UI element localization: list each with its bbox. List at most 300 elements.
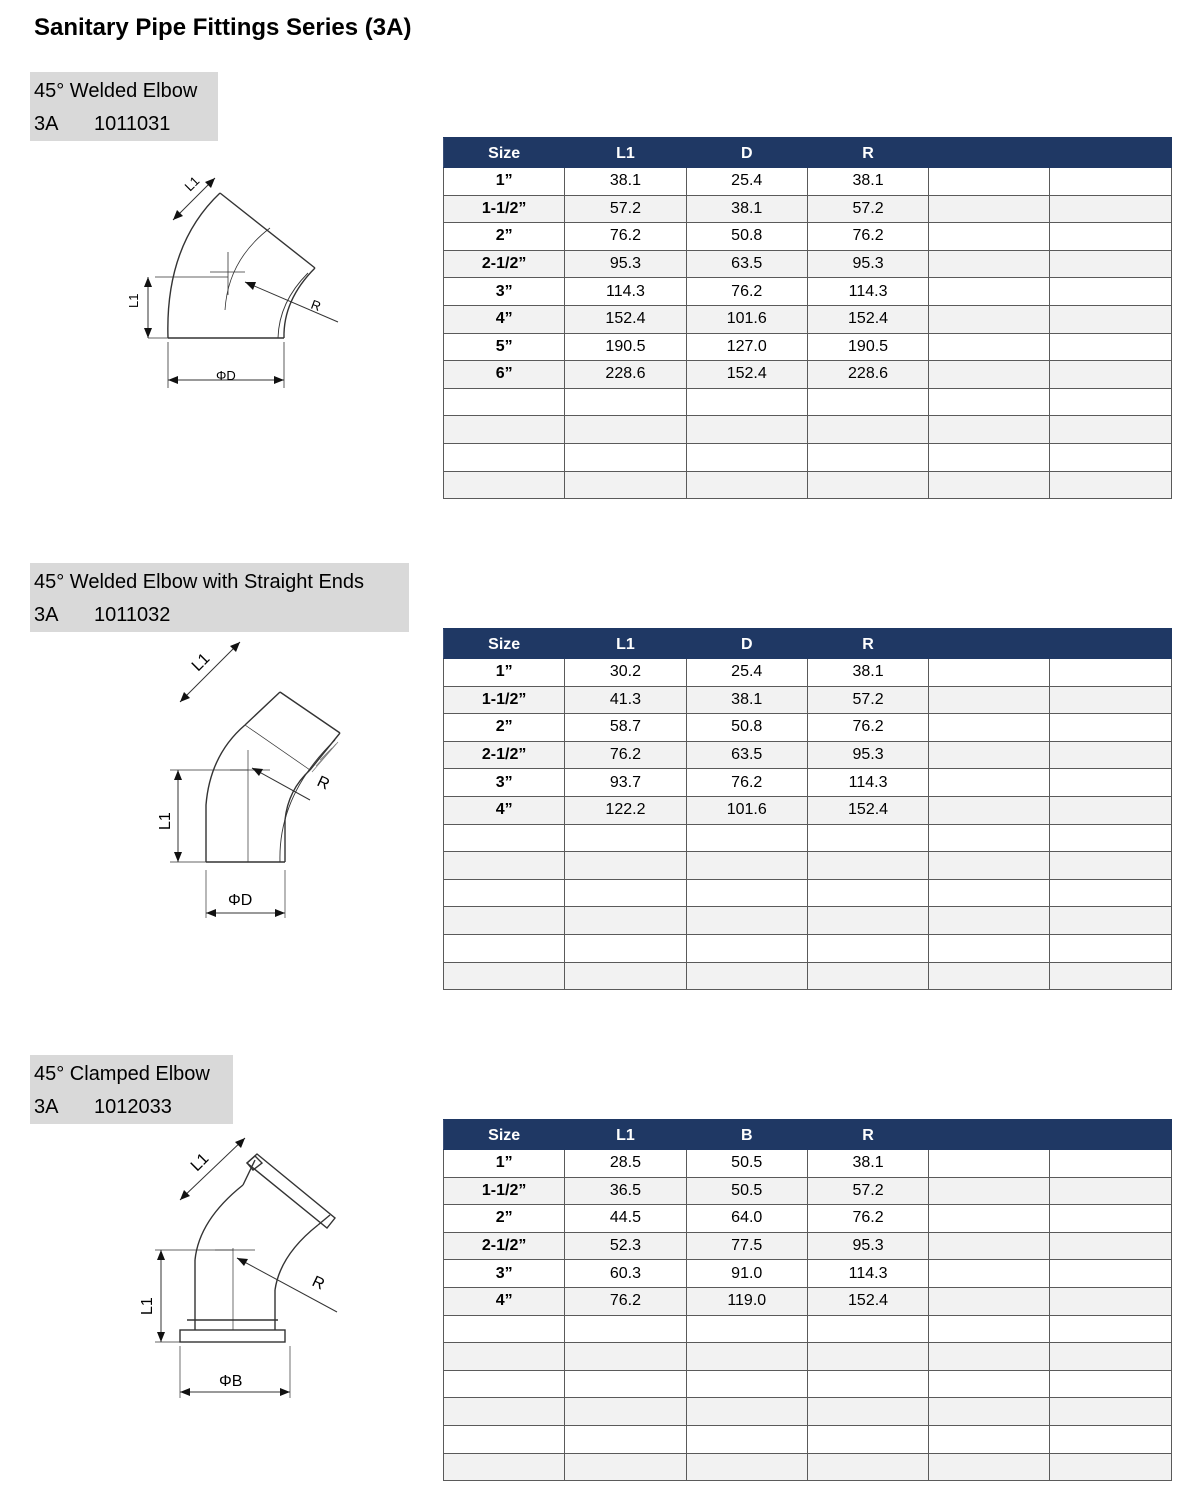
size-cell: 3” (444, 769, 565, 797)
size-cell (444, 416, 565, 444)
size-cell: 1” (444, 168, 565, 196)
table-cell (565, 1398, 686, 1426)
table-cell: 63.5 (686, 250, 807, 278)
section-label-clamped-elbow (30, 1055, 233, 1124)
table-cell (929, 388, 1050, 416)
table-cell (807, 934, 928, 962)
table-cell (686, 388, 807, 416)
table-cell: 52.3 (565, 1232, 686, 1260)
table-row (444, 1260, 1172, 1288)
table-cell (565, 388, 686, 416)
table-cell (565, 1315, 686, 1343)
table-cell (1050, 388, 1171, 416)
table-row (444, 1150, 1172, 1178)
table-cell: 25.4 (686, 168, 807, 196)
size-cell: 4” (444, 1287, 565, 1315)
table-cell (929, 879, 1050, 907)
table-cell (929, 333, 1050, 361)
table-cell: 93.7 (565, 769, 686, 797)
table-row (444, 934, 1172, 962)
table-cell: 114.3 (565, 278, 686, 306)
table-cell: 114.3 (807, 1260, 928, 1288)
table-row (444, 1370, 1172, 1398)
table-cell (807, 416, 928, 444)
table-cell (807, 1315, 928, 1343)
column-header: L1 (565, 629, 686, 659)
product-code-line (34, 108, 210, 141)
table-cell: 38.1 (807, 168, 928, 196)
column-header: R (807, 1120, 928, 1150)
table-cell (807, 388, 928, 416)
table-cell: 57.2 (807, 195, 928, 223)
table-cell (686, 962, 807, 990)
table-cell: 60.3 (565, 1260, 686, 1288)
table-cell (929, 1315, 1050, 1343)
table-cell (565, 1453, 686, 1481)
table-header-row (444, 629, 1172, 659)
column-header: R (807, 138, 928, 168)
table-cell (1050, 714, 1171, 742)
table-cell (1050, 1177, 1171, 1205)
table-cell: 50.8 (686, 714, 807, 742)
table-cell: 58.7 (565, 714, 686, 742)
size-cell (444, 934, 565, 962)
size-cell (444, 1343, 565, 1371)
l1-top-label: L1 (187, 1150, 213, 1175)
table-row (444, 1232, 1172, 1260)
column-header (929, 138, 1050, 168)
table-cell (1050, 796, 1171, 824)
size-cell (444, 1398, 565, 1426)
table-header-row (444, 1120, 1172, 1150)
size-cell (444, 471, 565, 499)
table-cell: 95.3 (807, 250, 928, 278)
spec-table-clamped-elbow (443, 1119, 1172, 1481)
column-header (929, 1120, 1050, 1150)
table-cell: 152.4 (686, 361, 807, 389)
diameter-label: ΦB (219, 1373, 243, 1390)
table-cell: 152.4 (807, 796, 928, 824)
table-row (444, 388, 1172, 416)
size-cell: 2” (444, 1205, 565, 1233)
table-cell (686, 1370, 807, 1398)
table-row (444, 1453, 1172, 1481)
table-row (444, 852, 1172, 880)
table-row (444, 1315, 1172, 1343)
table-cell: 76.2 (565, 223, 686, 251)
table-cell (929, 1232, 1050, 1260)
table-cell: 152.4 (807, 305, 928, 333)
welded-elbow-straight-ends-drawing (140, 630, 370, 920)
diameter-label: ΦD (216, 368, 236, 383)
table-cell (807, 1370, 928, 1398)
table-cell (1050, 223, 1171, 251)
table-row (444, 195, 1172, 223)
size-cell (444, 443, 565, 471)
table-cell: 25.4 (686, 659, 807, 687)
table-cell: 50.8 (686, 223, 807, 251)
table-cell (929, 1177, 1050, 1205)
size-cell: 1-1/2” (444, 686, 565, 714)
table-cell (929, 852, 1050, 880)
table-cell: 28.5 (565, 1150, 686, 1178)
l1-side-label: L1 (157, 812, 174, 830)
table-cell: 57.2 (807, 686, 928, 714)
l1-top-label: L1 (181, 173, 203, 195)
table-cell (1050, 1425, 1171, 1453)
size-cell: 1-1/2” (444, 195, 565, 223)
table-cell (1050, 907, 1171, 935)
table-cell: 76.2 (565, 741, 686, 769)
table-cell: 228.6 (807, 361, 928, 389)
size-cell (444, 962, 565, 990)
column-header: Size (444, 629, 565, 659)
table-row (444, 907, 1172, 935)
table-cell (929, 305, 1050, 333)
table-cell (686, 1398, 807, 1426)
column-header (929, 629, 1050, 659)
table-cell (929, 361, 1050, 389)
table-cell (807, 443, 928, 471)
table-cell: 152.4 (807, 1287, 928, 1315)
table-cell (686, 852, 807, 880)
table-cell (1050, 305, 1171, 333)
table-cell (929, 416, 1050, 444)
table-cell: 50.5 (686, 1150, 807, 1178)
l1-side-label: L1 (139, 1297, 156, 1315)
table-row (444, 824, 1172, 852)
product-name: 45° Welded Elbow with Straight Ends (34, 571, 365, 593)
table-cell (565, 824, 686, 852)
table-cell: 114.3 (807, 278, 928, 306)
table-cell: 38.1 (807, 1150, 928, 1178)
size-cell (444, 879, 565, 907)
size-cell (444, 388, 565, 416)
table-cell: 38.1 (565, 168, 686, 196)
table-cell (686, 934, 807, 962)
table-cell: 44.5 (565, 1205, 686, 1233)
table-row (444, 1398, 1172, 1426)
table-cell (1050, 741, 1171, 769)
table-cell: 228.6 (565, 361, 686, 389)
table-cell (1050, 1205, 1171, 1233)
table-cell: 30.2 (565, 659, 686, 687)
table-cell (686, 443, 807, 471)
table-cell (807, 962, 928, 990)
table-cell (929, 1205, 1050, 1233)
table-cell (686, 879, 807, 907)
table-cell: 57.2 (807, 1177, 928, 1205)
size-cell: 4” (444, 305, 565, 333)
size-cell: 1” (444, 1150, 565, 1178)
table-row (444, 796, 1172, 824)
table-row (444, 962, 1172, 990)
table-cell (565, 471, 686, 499)
table-cell (929, 195, 1050, 223)
table-cell (1050, 1150, 1171, 1178)
column-header: R (807, 629, 928, 659)
table-cell (1050, 416, 1171, 444)
table-cell (929, 1398, 1050, 1426)
section-label-welded-elbow-straight-ends (30, 563, 409, 632)
table-cell (929, 168, 1050, 196)
table-cell: 77.5 (686, 1232, 807, 1260)
table-cell (1050, 1315, 1171, 1343)
table-cell: 101.6 (686, 796, 807, 824)
product-code: 1011031 (94, 113, 171, 135)
size-cell (444, 824, 565, 852)
diameter-label: ΦD (228, 892, 253, 909)
table-cell (929, 1453, 1050, 1481)
table-cell (807, 471, 928, 499)
table-cell (929, 934, 1050, 962)
table-cell (929, 962, 1050, 990)
table-cell (929, 1425, 1050, 1453)
table-cell (929, 1287, 1050, 1315)
column-header: Size (444, 1120, 565, 1150)
table-cell (929, 1370, 1050, 1398)
table-cell (686, 471, 807, 499)
size-cell: 4” (444, 796, 565, 824)
spec-table-welded-elbow (443, 137, 1172, 499)
welded-elbow-drawing (110, 160, 370, 400)
size-cell: 5” (444, 333, 565, 361)
table-cell (929, 741, 1050, 769)
size-cell: 3” (444, 278, 565, 306)
size-cell: 3” (444, 1260, 565, 1288)
size-cell: 6” (444, 361, 565, 389)
column-header: D (686, 138, 807, 168)
table-cell (807, 824, 928, 852)
table-row (444, 1343, 1172, 1371)
table-cell (1050, 1343, 1171, 1371)
product-standard: 3A (34, 604, 59, 626)
table-cell (565, 416, 686, 444)
table-cell (929, 471, 1050, 499)
table-cell (807, 1343, 928, 1371)
table-cell (807, 1398, 928, 1426)
table-row (444, 714, 1172, 742)
table-cell (686, 1315, 807, 1343)
table-cell (1050, 686, 1171, 714)
product-name: 45° Welded Elbow (34, 80, 198, 102)
table-cell (807, 1425, 928, 1453)
table-cell (1050, 824, 1171, 852)
product-code: 1011032 (94, 604, 171, 626)
table-cell (1050, 769, 1171, 797)
table-cell (929, 250, 1050, 278)
size-cell: 1-1/2” (444, 1177, 565, 1205)
size-cell (444, 1425, 565, 1453)
table-cell (686, 416, 807, 444)
table-cell (565, 907, 686, 935)
table-cell: 63.5 (686, 741, 807, 769)
table-cell (565, 879, 686, 907)
table-cell: 119.0 (686, 1287, 807, 1315)
table-cell: 76.2 (565, 1287, 686, 1315)
table-cell (807, 907, 928, 935)
table-row (444, 278, 1172, 306)
table-row (444, 1205, 1172, 1233)
l1-top-label: L1 (188, 650, 214, 675)
size-cell (444, 1315, 565, 1343)
table-cell (686, 907, 807, 935)
table-cell: 36.5 (565, 1177, 686, 1205)
table-row (444, 659, 1172, 687)
table-cell (565, 962, 686, 990)
product-standard: 3A (34, 1096, 59, 1118)
table-cell (565, 1370, 686, 1398)
table-cell (1050, 195, 1171, 223)
radius-label: R (314, 773, 332, 794)
table-row (444, 361, 1172, 389)
table-cell (1050, 1287, 1171, 1315)
table-cell (929, 223, 1050, 251)
table-cell (929, 907, 1050, 935)
table-cell (1050, 443, 1171, 471)
table-cell: 95.3 (807, 1232, 928, 1260)
table-row (444, 333, 1172, 361)
table-cell (929, 824, 1050, 852)
table-cell: 50.5 (686, 1177, 807, 1205)
table-cell (565, 852, 686, 880)
table-cell: 76.2 (686, 278, 807, 306)
table-cell: 190.5 (807, 333, 928, 361)
table-cell (686, 1343, 807, 1371)
table-cell (1050, 168, 1171, 196)
table-cell: 91.0 (686, 1260, 807, 1288)
column-header (1050, 1120, 1171, 1150)
table-cell (807, 879, 928, 907)
table-cell (807, 1453, 928, 1481)
size-cell: 2-1/2” (444, 741, 565, 769)
table-cell: 190.5 (565, 333, 686, 361)
table-cell (1050, 962, 1171, 990)
table-cell (929, 769, 1050, 797)
table-row (444, 223, 1172, 251)
table-cell: 38.1 (686, 195, 807, 223)
table-cell (686, 824, 807, 852)
table-cell (686, 1453, 807, 1481)
table-row (444, 1177, 1172, 1205)
table-cell (807, 852, 928, 880)
column-header (1050, 629, 1171, 659)
table-cell: 38.1 (686, 686, 807, 714)
l1-side-label: L1 (126, 293, 141, 308)
table-cell: 127.0 (686, 333, 807, 361)
table-cell (1050, 1370, 1171, 1398)
table-row (444, 471, 1172, 499)
table-row (444, 1425, 1172, 1453)
table-cell: 76.2 (807, 714, 928, 742)
radius-label: R (309, 1273, 327, 1294)
table-cell: 76.2 (686, 769, 807, 797)
table-cell: 152.4 (565, 305, 686, 333)
table-cell (929, 686, 1050, 714)
column-header: Size (444, 138, 565, 168)
table-header-row (444, 138, 1172, 168)
table-cell (1050, 1398, 1171, 1426)
table-cell (929, 1260, 1050, 1288)
radius-label: R (308, 296, 323, 315)
table-row (444, 250, 1172, 278)
table-row (444, 443, 1172, 471)
table-cell (1050, 471, 1171, 499)
size-cell: 2” (444, 223, 565, 251)
table-cell (1050, 879, 1171, 907)
table-cell: 114.3 (807, 769, 928, 797)
table-row (444, 879, 1172, 907)
table-cell: 38.1 (807, 659, 928, 687)
table-cell: 57.2 (565, 195, 686, 223)
clamped-elbow-drawing (125, 1130, 365, 1410)
table-row (444, 168, 1172, 196)
size-cell: 2” (444, 714, 565, 742)
table-cell (929, 1150, 1050, 1178)
product-code-line (34, 599, 401, 632)
table-cell (929, 659, 1050, 687)
table-cell (1050, 1453, 1171, 1481)
table-cell (929, 796, 1050, 824)
product-name: 45° Clamped Elbow (34, 1063, 210, 1085)
table-row (444, 305, 1172, 333)
table-cell: 76.2 (807, 223, 928, 251)
size-cell (444, 852, 565, 880)
table-cell (686, 1425, 807, 1453)
page-title: Sanitary Pipe Fittings Series (3A) (34, 14, 412, 41)
table-cell: 122.2 (565, 796, 686, 824)
size-cell (444, 1453, 565, 1481)
table-cell (1050, 250, 1171, 278)
table-cell (1050, 852, 1171, 880)
column-header (1050, 138, 1171, 168)
table-row (444, 741, 1172, 769)
table-cell (929, 1343, 1050, 1371)
table-row (444, 416, 1172, 444)
table-cell: 64.0 (686, 1205, 807, 1233)
column-header: B (686, 1120, 807, 1150)
table-cell (1050, 1232, 1171, 1260)
table-cell (929, 278, 1050, 306)
table-cell (1050, 659, 1171, 687)
column-header: D (686, 629, 807, 659)
table-cell (1050, 1260, 1171, 1288)
table-cell: 101.6 (686, 305, 807, 333)
table-cell (565, 934, 686, 962)
table-cell (929, 443, 1050, 471)
section-label-welded-elbow (30, 72, 218, 141)
product-code-line (34, 1091, 225, 1124)
size-cell: 2-1/2” (444, 1232, 565, 1260)
size-cell: 1” (444, 659, 565, 687)
column-header: L1 (565, 1120, 686, 1150)
table-cell (1050, 361, 1171, 389)
table-cell (1050, 278, 1171, 306)
size-cell (444, 907, 565, 935)
table-cell (1050, 934, 1171, 962)
table-cell (565, 1425, 686, 1453)
product-code: 1012033 (94, 1096, 172, 1118)
size-cell (444, 1370, 565, 1398)
table-cell: 95.3 (807, 741, 928, 769)
table-cell (929, 714, 1050, 742)
table-row (444, 686, 1172, 714)
table-cell (1050, 333, 1171, 361)
table-row (444, 1287, 1172, 1315)
column-header: L1 (565, 138, 686, 168)
product-standard: 3A (34, 113, 59, 135)
table-row (444, 769, 1172, 797)
